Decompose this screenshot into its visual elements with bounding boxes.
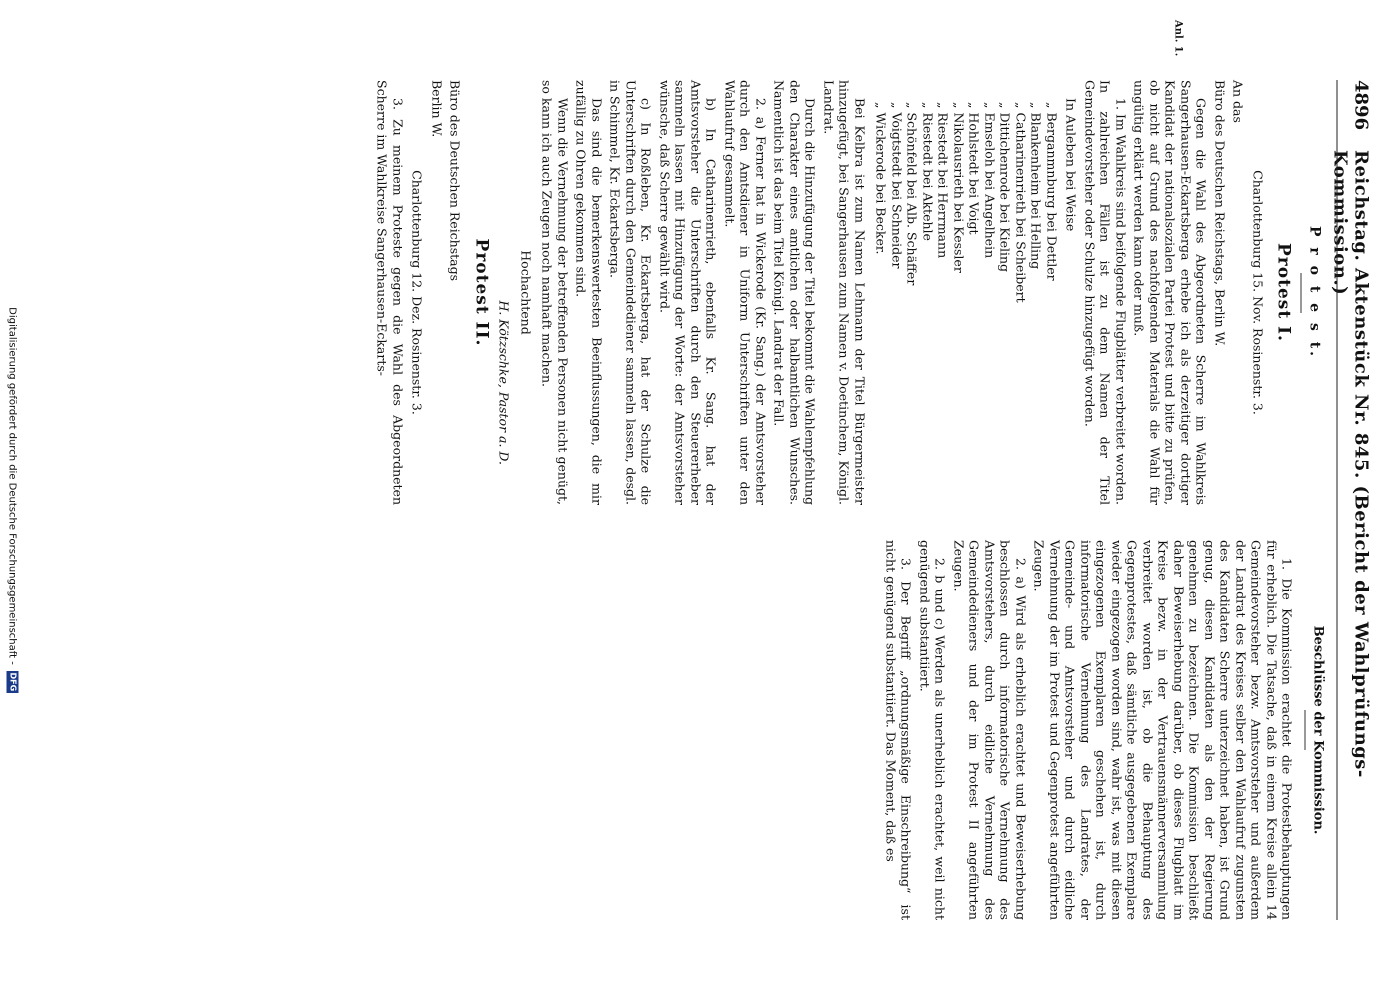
- paragraph: 3. Der Begriff „ordnungsmäßige Einschreibung“ ist nicht genügend substantiiert. Das Moment, daß es: [883, 540, 914, 920]
- paragraph: 1. Die Kommission erachtet die Protestbehauptungen für erheblich. Die Tatsache, daß in einem Kreise allein 14 Gemeindevorsteher bezw. Amtsvorsteher und außerdem der Landrat des Kreises selber den Wahlaufruf zugunsten des Kandidaten Scherre unterzeichnet haben, ist Grund genug, diesen Kandidaten als den der Regierung genehmen zu bezeichnen. Die Kommission beschließt daher Beweiserhebung darüber, ob dieses Flugblatt im Kreise bezw. in der Vertrauensmännerversammlung verbreitet worden ist, ob die Behauptung des Gegenprotestes, daß sämtliche ausgegebenen Exemplare wieder eingezogen worden sind, wahr ist, was mit diesen eingezogenen Exemplaren geschehen ist, durch informatorische Vernehmung des Landrates, der Gemeinde- und Amtsvorsteher und durch eidliche Vernehmung der im Protest und Gegenprotest angeführten Zeugen.: [1031, 540, 1295, 920]
- locations-list: [873, 102, 1059, 505]
- paragraph: Durch die Hinzufügung der Titel bekommt die Wahlempfehlung den Charakter eines amtlichen oder halbamtlichen Wunsches. Namentlich ist das beim Titel Königl. Landrat der Fall.: [771, 80, 818, 505]
- list-item: „ Nikolausrieth bei Kessler: [951, 102, 966, 273]
- greeting: Hochachtend: [518, 250, 533, 335]
- divider: [1301, 273, 1302, 313]
- dfg-logo: DFG: [8, 672, 17, 692]
- dateline2: Charlottenburg 12. Dez. Rosinenstr. 3.: [409, 170, 425, 415]
- list-item: „ Emseloh bei Angelhein: [982, 102, 997, 259]
- paragraph: b) In Catharinenrieth, ebenfalls Kr. Sang. hat der Amtsvorsteher die Unterschriften durch den Steuererheber sammeln lassen mit Hinzufügung der Worte: der Amtsvorsteher wünsche, daß Scherre gewählt wird.: [657, 80, 719, 505]
- header-rule: [1336, 80, 1337, 920]
- list-item: „ Dittichenrode bei Kieling: [997, 102, 1013, 273]
- addressee2-a: Büro des Deutschen Reichstags: [447, 80, 463, 282]
- commission-heading: Beschlüsse der Kommission.: [1310, 625, 1325, 835]
- left-column: [371, 80, 1325, 505]
- list-item: „ Berganmnburg bei Dettler: [1044, 102, 1059, 281]
- list-item: „ Hohlstedt bei Voigt: [966, 102, 982, 235]
- paragraph: 3. Zu meinem Proteste gegen die Wahl des Abgeordneten Scherre im Wahlkreise Sangerhausen-Eckarts-: [374, 80, 405, 505]
- paragraph: c) In Roßleben, Kr. Eckartsberga, hat der Schulze die Unterschriften durch den Gemeindediener sammeln lassen, desgl. in Schimmel, Kr. Eckartsberga.: [607, 80, 654, 505]
- dateline1: Charlottenburg 15. Nov. Rosinenstr. 3.: [1250, 170, 1265, 415]
- page-number: 4896: [1350, 80, 1371, 131]
- list-item: „ Riestedt bei Herrmann: [935, 102, 951, 259]
- paragraph: 2. a) Ferner hat in Wickerode (Kr. Sang.) der Amtsvorsteher durch den Amtsdiener in Uniform Unterschriften unter den Wahlaufruf gesammelt.: [722, 80, 768, 505]
- list-item: „ Wickerode bei Becker.: [873, 102, 889, 255]
- paragraph: Gegen die Wahl des Abgeordneten Scherre im Wahlkreis Sangerhausen-Eckartsberga erhebe ich als derzeitiger dortiger Kandidat der nationalsozialen Partei Protest und bitte zu prüfen, ob nicht auf Grund des nachfolgenden Materials die Wahl für ungültig erklärt werden kann oder muß.: [1131, 80, 1209, 505]
- paragraph: Das sind die bemerkenswertesten Beeinflussungen, die mir zufällig zu Ohren gekommen sind.: [573, 80, 604, 505]
- protest-heading: P r o t e s t.: [1306, 225, 1322, 360]
- margin-note: Anl. 1.: [1172, 20, 1183, 57]
- paragraph: 2. a) Wird als erheblich erachtet und Beweiserhebung beschlossen durch informatorische Vernehmung des Amtsvorstehers, durch eidliche Vernehmung des Gemeindedieners und der im Protest II angeführten Zeugen.: [951, 540, 1028, 920]
- addressee2-b: Berlin W.: [429, 80, 444, 138]
- list-item: „ Voigtstedt bei Schneider: [889, 102, 904, 269]
- list-item: „ Riestedt bei Aktehle: [920, 102, 935, 241]
- list-item: „ Schönfeld bei Alb. Schäffer: [904, 102, 920, 286]
- page-title: Reichstag. Aktenstück Nr. 845. (Bericht der Wahlprüfungs-Kommission.): [1329, 150, 1371, 778]
- paragraph: Wenn die Vernehmung der betreffenden Personen nicht genügt, so kann ich auch Zeugen noch namhaft machen.: [539, 80, 570, 505]
- protest1-title: Protest I.: [1273, 243, 1294, 342]
- footer-text: Digitalisierung gefördert durch die Deutsche Forschungsgemeinschaft -: [6, 307, 18, 665]
- list-item: „ Blankenheim bei Helling: [1028, 102, 1044, 270]
- addressee1-a: An das: [1230, 80, 1246, 123]
- right-column: [880, 540, 1326, 920]
- divider: [1305, 710, 1306, 750]
- paragraph: In Auleben bei Weise: [1063, 98, 1079, 232]
- page-header: [1329, 80, 1371, 920]
- signature: H. Kötzschke, Pastor a. D.: [496, 300, 512, 465]
- list-item: „ Catharinenrieth bei Scheibert: [1013, 102, 1028, 303]
- paragraph: 2. b und c) Werden als unerheblich erachtet, weil nicht genügend substantiiert.: [917, 540, 948, 920]
- footer: [6, 0, 18, 1000]
- paragraph: Bei Kelbra ist zum Namen Lehmann der Titel Bürgermeister hinzugefügt, bei Sangerhausen zum Namen v. Doetinchem, Königl. Landrat.: [821, 80, 867, 505]
- paragraph: 1. Im Wahlkreis sind beifolgende Flugblätter verbreitet worden. In zahlreichen Fällen ist zu dem Namen der Titel Gemeindevorsteher oder Schulze hinzugefügt worden.: [1082, 80, 1128, 505]
- protest2-title: Protest II.: [471, 238, 491, 347]
- addressee1-b: Büro des Deutschen Reichstags, Berlin W.: [1212, 80, 1227, 347]
